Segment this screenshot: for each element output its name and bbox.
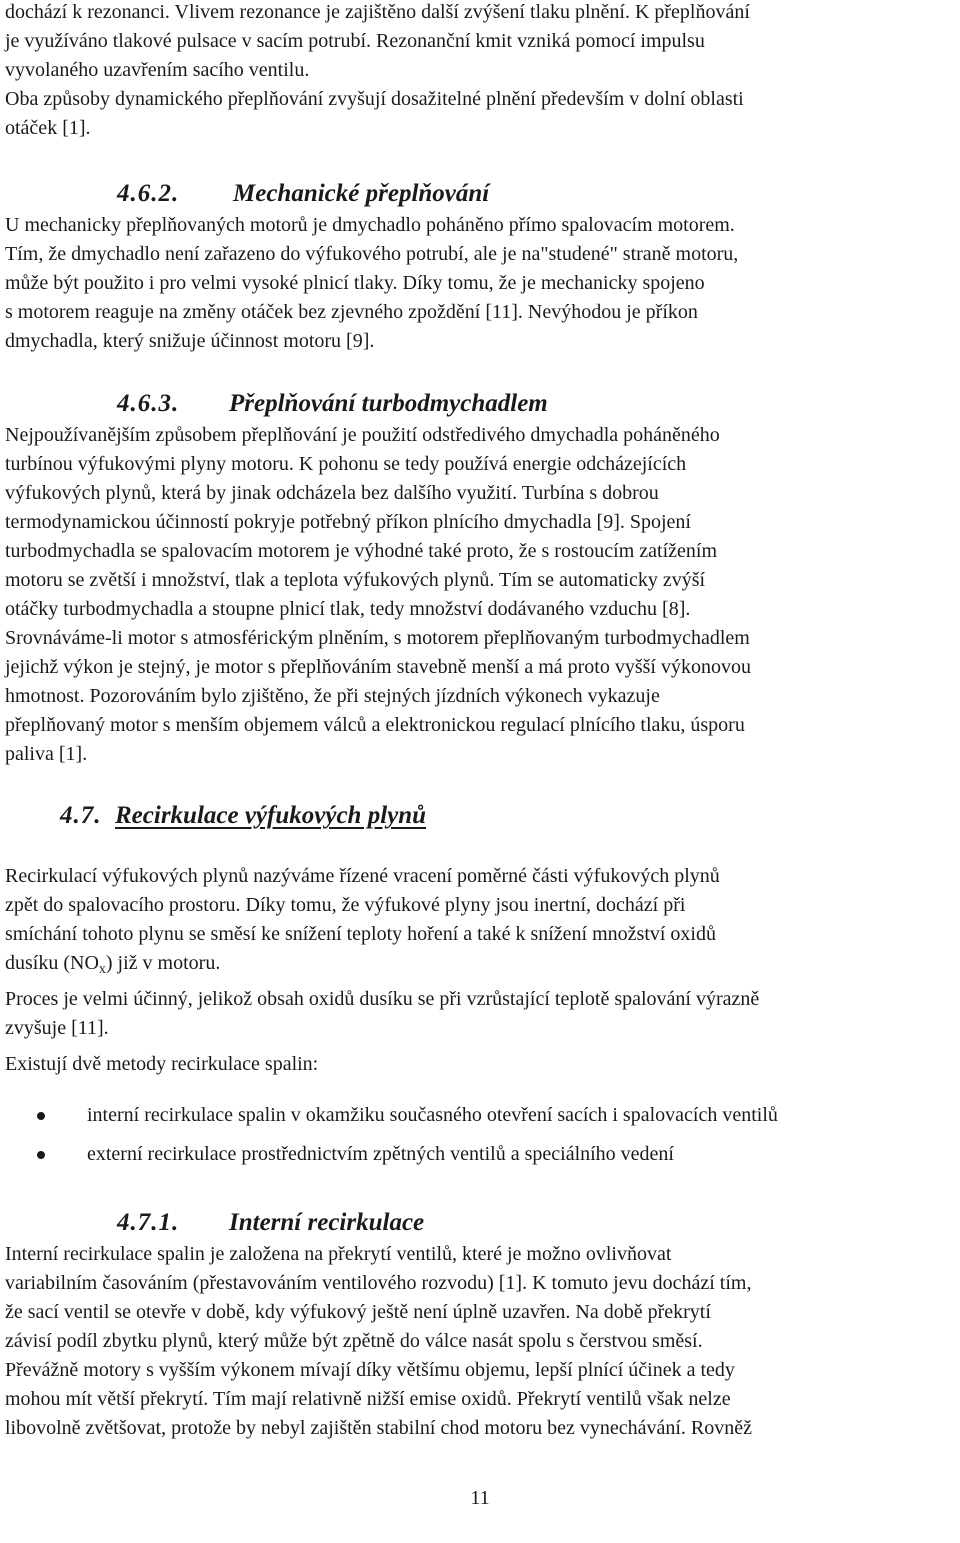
section-4-6-2 [5,178,738,356]
bullet-list [5,1101,778,1169]
text-line: otáčky turbodmychadla a stoupne plnicí tlak, tedy množství dodávaného vzduchu [8]. [5,598,691,620]
section-number: 4.7. [60,802,102,829]
subscript-x: x [98,962,106,977]
text-line: Recirkulací výfukových plynů nazýváme řízené vracení poměrné části výfukových plynů [5,865,720,887]
section-number: 4.6.2. [117,180,180,207]
text-fragment: dusíku (NO [5,952,99,974]
text-line: turbínou výfukovými plyny motoru. K pohonu se tedy používá energie odcházejících [5,453,687,475]
section-number: 4.7.1. [117,1209,180,1236]
text-line: Nejpoužívanějším způsobem přeplňování je použití odstředivého dmychadla poháněného [5,424,720,446]
section-title: Přeplňování turbodmychadlem [229,390,548,417]
text-line: je využíváno tlakové pulsace v sacím potrubí. Rezonanční kmit vzniká pomocí impulsu [5,30,705,52]
list-item-text: externí recirkulace prostřednictvím zpětných ventilů a speciálního vedení [87,1143,674,1165]
text-line: smíchání tohoto plynu se směsí ke snížení teploty hoření a také k snížení množství oxidů [5,923,716,945]
text-line: závisí podíl zbytku plynů, který může být zpětně do válce nasát spolu s čerstvou směsí. [5,1330,703,1352]
text-line [5,949,778,978]
text-line: Interní recirkulace spalin je založena na překrytí ventilů, které je možno ovlivňovat [5,1243,672,1265]
section-heading [5,1207,752,1239]
text-line: Proces je velmi účinný, jelikož obsah oxidů dusíku se při vzrůstající teplotě spalování výrazně [5,988,760,1010]
text-line: Tím, že dmychadlo není zařazeno do výfukového potrubí, ale je na"studené" straně motoru, [5,243,739,265]
text-line: s motorem reaguje na změny otáček bez zjevného zpoždění [11]. Nevýhodou je příkon [5,301,698,323]
text-line: Srovnáváme-li motor s atmosférickým plněním, s motorem přeplňovaným turbodmychadlem [5,627,750,649]
text-line: libovolně zvětšovat, protože by nebyl zajištěn stabilní chod motoru bez vynechávání. Rovněž [5,1417,753,1439]
text-line: Převážně motory s vyšším výkonem mívají díky většímu objemu, lepší plnící účinek a tedy [5,1359,735,1381]
section-4-7 [5,800,778,1169]
text-line: variabilním časováním (přestavováním ventilového rozvodu) [1]. K tomuto jevu dochází tím, [5,1272,752,1294]
list-item-text: interní recirkulace spalin v okamžiku současného otevření sacích i spalovacích ventilů [87,1104,778,1126]
text-line: přeplňovaný motor s menším objemem válců a elektronickou regulací plnícího tlaku, úsporu [5,714,745,736]
section-4-7-1 [5,1207,752,1443]
paragraph [5,1050,778,1079]
text-line: motoru se zvětší i množství, tlak a teplota výfukových plynů. Tím se automaticky zvýší [5,569,706,591]
section-title: Recirkulace výfukových plynů [115,802,427,829]
section-heading [5,388,751,420]
text-line: vyvolaného uzavřením sacího ventilu. [5,59,310,81]
text-line: zvyšuje [11]. [5,1017,109,1039]
text-line: otáček [1]. [5,117,91,139]
section-number: 4.6.3. [117,390,180,417]
text-line: paliva [1]. [5,743,88,765]
paragraph [5,985,778,1043]
text-line: Oba způsoby dynamického přeplňování zvyšují dosažitelné plnění především v dolní oblasti [5,88,744,110]
bullet-icon [37,1151,45,1159]
text-line: jejichž výkon je stejný, je motor s přeplňováním stavebně menší a má proto vyšší výkonovou [5,656,751,678]
text-line: dmychadla, který snižuje účinnost motoru [9]. [5,330,375,352]
list-item [5,1101,778,1140]
intro-paragraph [5,0,750,143]
text-line: Existují dvě metody recirkulace spalin: [5,1053,319,1075]
text-line: turbodmychadla se spalovacím motorem je výhodné také proto, že s rostoucím zatížením [5,540,718,562]
text-line: dochází k rezonanci. Vlivem rezonance je zajištěno další zvýšení tlaku plnění. K přeplňování [5,1,750,23]
text-line: U mechanicky přeplňovaných motorů je dmychadlo poháněno přímo spalovacím motorem. [5,214,735,236]
text-line: mohou mít větší překrytí. Tím mají relativně nižší emise oxidů. Překrytí ventilů však nelze [5,1388,731,1410]
section-heading [5,800,778,832]
section-heading [5,178,738,210]
bullet-icon [37,1112,45,1120]
list-item [5,1140,778,1169]
text-fragment: ) již v motoru. [105,952,221,974]
paragraph [5,862,778,978]
text-line: termodynamickou účinností pokryje potřebný příkon plnícího dmychadla [9]. Spojení [5,511,691,533]
section-title: Interní recirkulace [229,1209,425,1236]
text-line: zpět do spalovacího prostoru. Díky tomu, že výfukové plyny jsou inertní, dochází při [5,894,686,916]
text-line: výfukových plynů, která by jinak odcházela bez dalšího využití. Turbína s dobrou [5,482,659,504]
section-title: Mechanické přeplňování [233,180,490,207]
text-line: že sací ventil se otevře v době, kdy výfukový ještě není úplně uzavřen. Na době překrytí [5,1301,711,1323]
section-4-6-3 [5,388,751,769]
page-number: 11 [470,1487,490,1509]
text-line: může být použito i pro velmi vysoké plnicí tlaky. Díky tomu, že je mechanicky spojeno [5,272,705,294]
text-line: hmotnost. Pozorováním bylo zjištěno, že při stejných jízdních výkonech vykazuje [5,685,660,707]
